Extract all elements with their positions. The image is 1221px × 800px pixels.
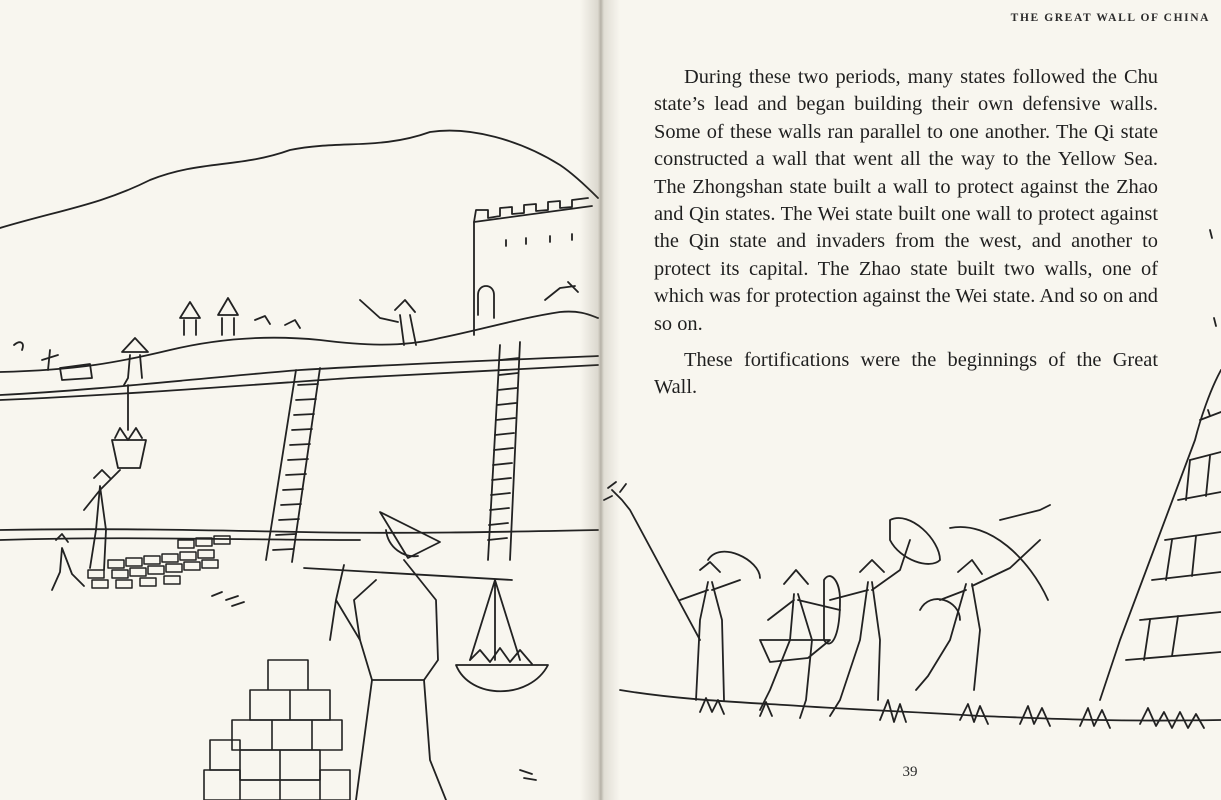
paragraph: During these two periods, many states followed the Chu state’s lead and began building their own defensive walls. Some of these walls ran parallel to one another. The Qi state constructed a wall that went all the way to the Yellow Sea. The Zhongshan state built a wall to protect against the Zhao and Qin states. The Wei state built one wall to protect against the Qin state and invaders from the west, and another to protect its capital. The Zhao state built two walls, one of which was for protection against the Wei state. And so on and so on. [654,66,1158,335]
page-number: 39 [902,764,918,780]
body-text [654,64,1158,411]
running-head: THE GREAT WALL OF CHINA [1010,12,1210,24]
paragraph: These fortifications were the beginnings of the Great Wall. [654,349,1158,399]
